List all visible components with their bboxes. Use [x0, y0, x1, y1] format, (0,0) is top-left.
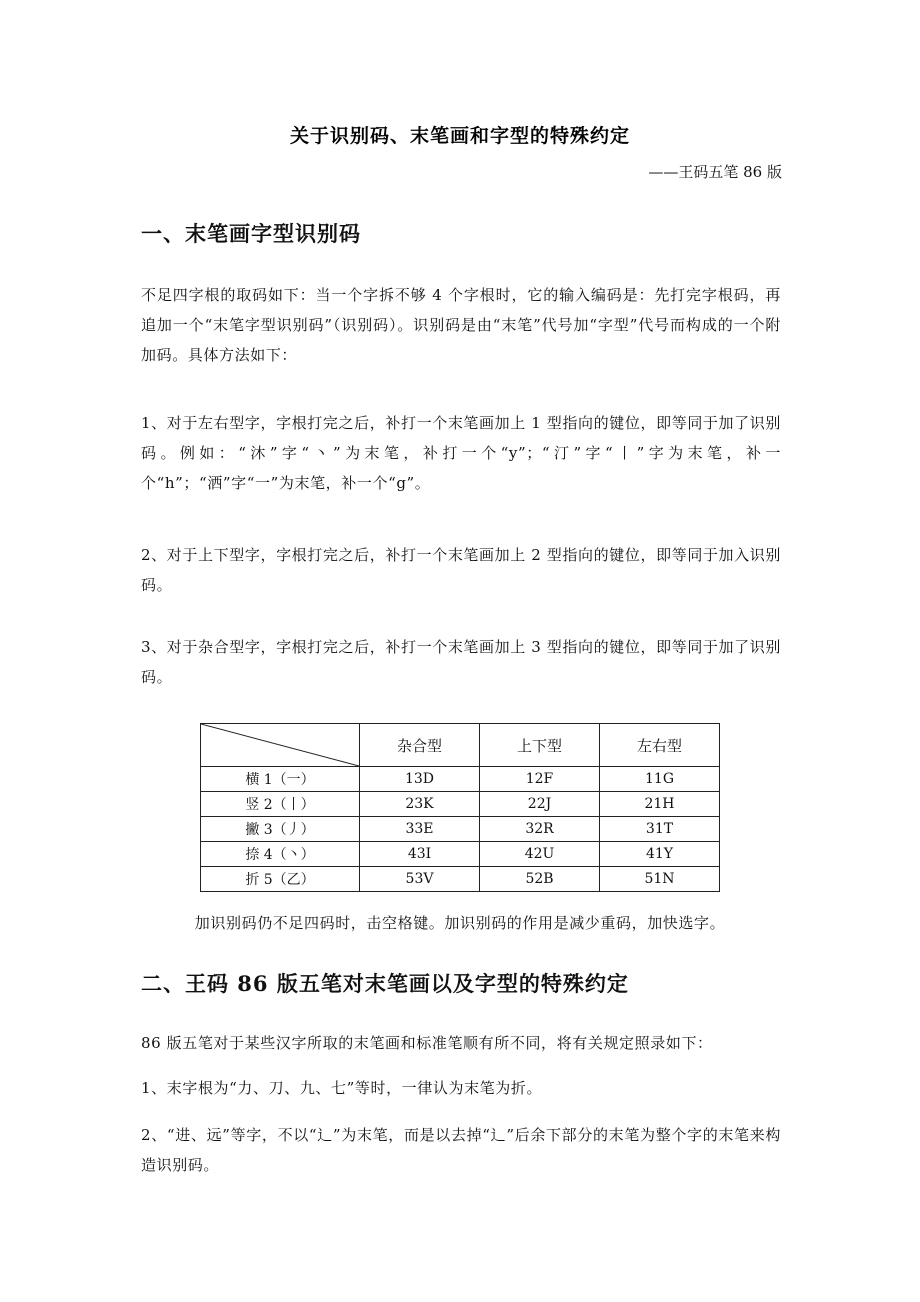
table-cell: 31T — [600, 817, 720, 842]
table-row-label: 横 1（一） — [201, 767, 360, 792]
table-cell: 32R — [480, 817, 600, 842]
table-row-label: 竖 2（丨） — [201, 792, 360, 817]
table-cell: 53V — [360, 867, 480, 892]
table-cell: 22J — [480, 792, 600, 817]
table-row — [201, 842, 720, 867]
table-cell: 13D — [360, 767, 480, 792]
page-title: 关于识别码、末笔画和字型的特殊约定 — [289, 125, 630, 147]
table-cell: 51N — [600, 867, 720, 892]
table-cell: 33E — [360, 817, 480, 842]
table-cell: 52B — [480, 867, 600, 892]
section2-item-2: 2、“进、远”等字，不以“辶”为末笔，而是以去掉“辶”后余下部分的末笔为整个字的末笔来构造识别码。 — [141, 1126, 781, 1174]
table-header-row — [201, 724, 720, 767]
table-corner-cell — [201, 724, 360, 767]
table-cell: 21H — [600, 792, 720, 817]
table-row-label: 撇 3（丿） — [201, 817, 360, 842]
identification-code-table — [200, 723, 720, 892]
table-header-cell: 杂合型 — [360, 724, 480, 767]
table-row — [201, 867, 720, 892]
table-cell: 43I — [360, 842, 480, 867]
section2-heading: 二、王码 86 版五笔对末笔画以及字型的特殊约定 — [141, 971, 629, 996]
table-cell: 11G — [600, 767, 720, 792]
section2-intro-paragraph: 86 版五笔对于某些汉字所取的末笔画和标准笔顺有所不同，将有关规定照录如下： — [141, 1034, 713, 1052]
diagonal-line-icon — [201, 724, 359, 766]
table-row — [201, 817, 720, 842]
table-header-cell: 左右型 — [600, 724, 720, 767]
table-row-label: 折 5（乙） — [201, 867, 360, 892]
table-cell: 23K — [360, 792, 480, 817]
table-note: 加识别码仍不足四码时，击空格键。加识别码的作用是减少重码，加快选字。 — [194, 914, 726, 932]
rule1-paragraph: 1、对于左右型字，字根打完之后，补打一个末笔画加上 1 型指向的键位，即等同于加了识别码。例如：“沐”字“丶”为末笔，补打一个“y”；“汀”字“丨”字为末笔，补一个“h”；“洒”字“一”为末笔，补一个“g”。 — [141, 414, 781, 492]
table-row-label: 捺 4（丶） — [201, 842, 360, 867]
rule3-paragraph: 3、对于杂合型字，字根打完之后，补打一个末笔画加上 3 型指向的键位，即等同于加了识别码。 — [141, 638, 781, 686]
section1-intro-paragraph: 不足四字根的取码如下：当一个字拆不够 4 个字根时，它的输入编码是：先打完字根码，再追加一个“末笔字型识别码”（识别码）。识别码是由“末笔”代号加“字型”代号而构成的一个附加码。具体方法如下： — [141, 286, 781, 364]
table-row — [201, 792, 720, 817]
table-cell: 12F — [480, 767, 600, 792]
section1-heading: 一、末笔画字型识别码 — [141, 221, 361, 246]
table-header-cell: 上下型 — [480, 724, 600, 767]
table-cell: 42U — [480, 842, 600, 867]
table-row — [201, 767, 720, 792]
page-subtitle: ——王码五笔 86 版 — [648, 163, 782, 181]
rule2-paragraph: 2、对于上下型字，字根打完之后，补打一个末笔画加上 2 型指向的键位，即等同于加入识别码。 — [141, 546, 781, 594]
section2-item-1: 1、末字根为“力、刀、九、七”等时，一律认为末笔为折。 — [141, 1079, 543, 1097]
table-cell: 41Y — [600, 842, 720, 867]
